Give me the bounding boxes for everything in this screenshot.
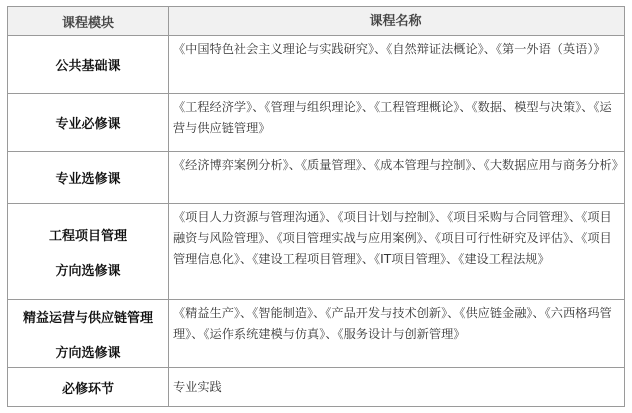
module-name: 公共基础课 (55, 59, 121, 74)
table-row (8, 204, 624, 300)
module-name: 精益运营与供应链管理 (22, 310, 153, 326)
courses-cell: 《精益生产》、《智能制造》、《产品开发与技术创新》、《供应链金融》、《六西格玛管理》、《运作系统建模与仿真》、《服务设计与创新管理》 (173, 306, 612, 341)
module-cell (8, 152, 169, 203)
module-name: 必修环节 (61, 381, 114, 397)
module-name: 工程项目管理 (48, 228, 127, 244)
table-header-row (8, 7, 624, 36)
courses-cell: 《项目人力资源与管理沟通》、《项目计划与控制》、《项目采购与合同管理》、《项目融资与风险管理》、《项目管理实战与应用案例》、《项目可行性研究及评估》、《项目管理信息化》、《建设工程项目管理》、《IT项目管理》、《建设工程法规》 (173, 210, 612, 266)
module-cell (8, 300, 169, 367)
table-row (8, 368, 624, 406)
module-name-subline: 方向选修课 (55, 263, 121, 279)
module-name-subline: 方向选修课 (55, 345, 121, 361)
module-name: 专业必修课 (55, 117, 121, 132)
courses-cell: 《工程经济学》、《管理与组织理论》、《工程管理概论》、《数据、模型与决策》、《运营与供应链管理》 (173, 100, 612, 135)
module-cell (8, 94, 169, 151)
header-module: 课程模块 (8, 7, 169, 35)
module-name: 专业选修课 (55, 172, 121, 187)
table-row (8, 300, 624, 368)
curriculum-table (7, 6, 625, 407)
header-courses: 课程名称 (369, 13, 422, 29)
table-row (8, 36, 624, 94)
module-cell (8, 36, 169, 93)
table-row (8, 152, 624, 204)
courses-cell: 《经济博弈案例分析》、《质量管理》、《成本管理与控制》、《大数据应用与商务分析》 (173, 158, 624, 172)
courses-cell: 专业实践 (173, 379, 222, 394)
table-row (8, 94, 624, 152)
courses-cell: 《中国特色社会主义理论与实践研究》、《自然辩证法概论》、《第一外语（英语）》 (173, 42, 606, 56)
module-cell (8, 368, 169, 406)
module-cell (8, 204, 169, 299)
